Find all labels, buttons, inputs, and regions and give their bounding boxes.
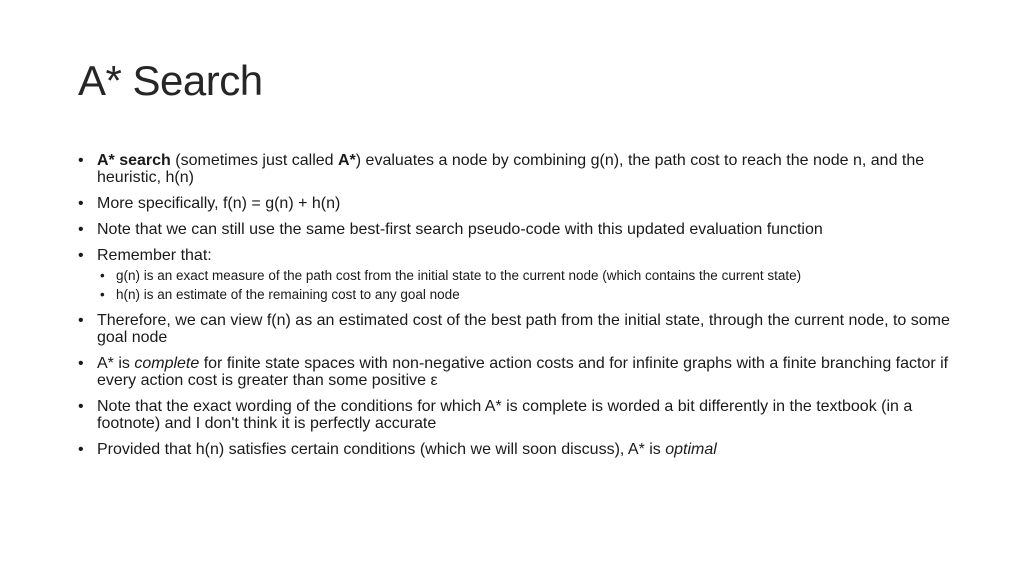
term-a-star-search: A* search xyxy=(97,152,171,169)
bullet-text: Note that we can still use the same best-first search pseudo-code with this updated evaluation function xyxy=(97,221,823,238)
term-optimal: optimal xyxy=(665,441,717,458)
bullet-f-formula xyxy=(78,195,958,212)
bullet-text: for finite state spaces with non-negative action costs and for infinite graphs with a finite branching factor if every action cost is greater than some positive ε xyxy=(97,355,949,389)
bullet-text: A* is xyxy=(97,355,135,372)
bullet-list xyxy=(78,152,958,458)
bullet-text: Remember that: xyxy=(97,247,212,264)
bullet-remember xyxy=(78,247,958,303)
sub-bullet-text: h(n) is an estimate of the remaining cost to any goal node xyxy=(116,287,460,302)
bullet-wording-note xyxy=(78,398,958,432)
bullet-text: (sometimes just called xyxy=(170,152,338,169)
bullet-text: Therefore, we can view f(n) as an estimated cost of the best path from the initial state, through the current node, to some goal node xyxy=(97,312,950,346)
slide-title: A* Search xyxy=(78,57,263,104)
bullet-a-star-definition xyxy=(78,152,958,186)
bullet-text: Provided that h(n) satisfies certain conditions (which we will soon discuss), A* is xyxy=(97,441,666,458)
bullet-optimal xyxy=(78,441,958,458)
bullet-text: Note that the exact wording of the conditions for which A* is complete is worded a bit differently in the textbook (in a footnote) and I don't think it is perfectly accurate xyxy=(97,398,913,432)
sub-bullet-h xyxy=(97,286,958,303)
bullet-estimated-cost xyxy=(78,312,958,346)
sub-bullet-text: g(n) is an exact measure of the path cost from the initial state to the current node (which contains the current state) xyxy=(116,268,802,283)
sub-bullet-list xyxy=(97,267,958,303)
sub-bullet-g xyxy=(97,267,958,284)
term-complete: complete xyxy=(134,355,200,372)
bullet-complete xyxy=(78,355,958,389)
term-a-star: A* xyxy=(338,152,356,169)
bullet-pseudo-code xyxy=(78,221,958,238)
slide-content xyxy=(78,152,958,467)
bullet-text: More specifically, f(n) = g(n) + h(n) xyxy=(97,195,341,212)
bullet-text: ) evaluates a node by combining g(n), the path cost to reach the node n, and the heuristic, h(n) xyxy=(97,152,925,186)
